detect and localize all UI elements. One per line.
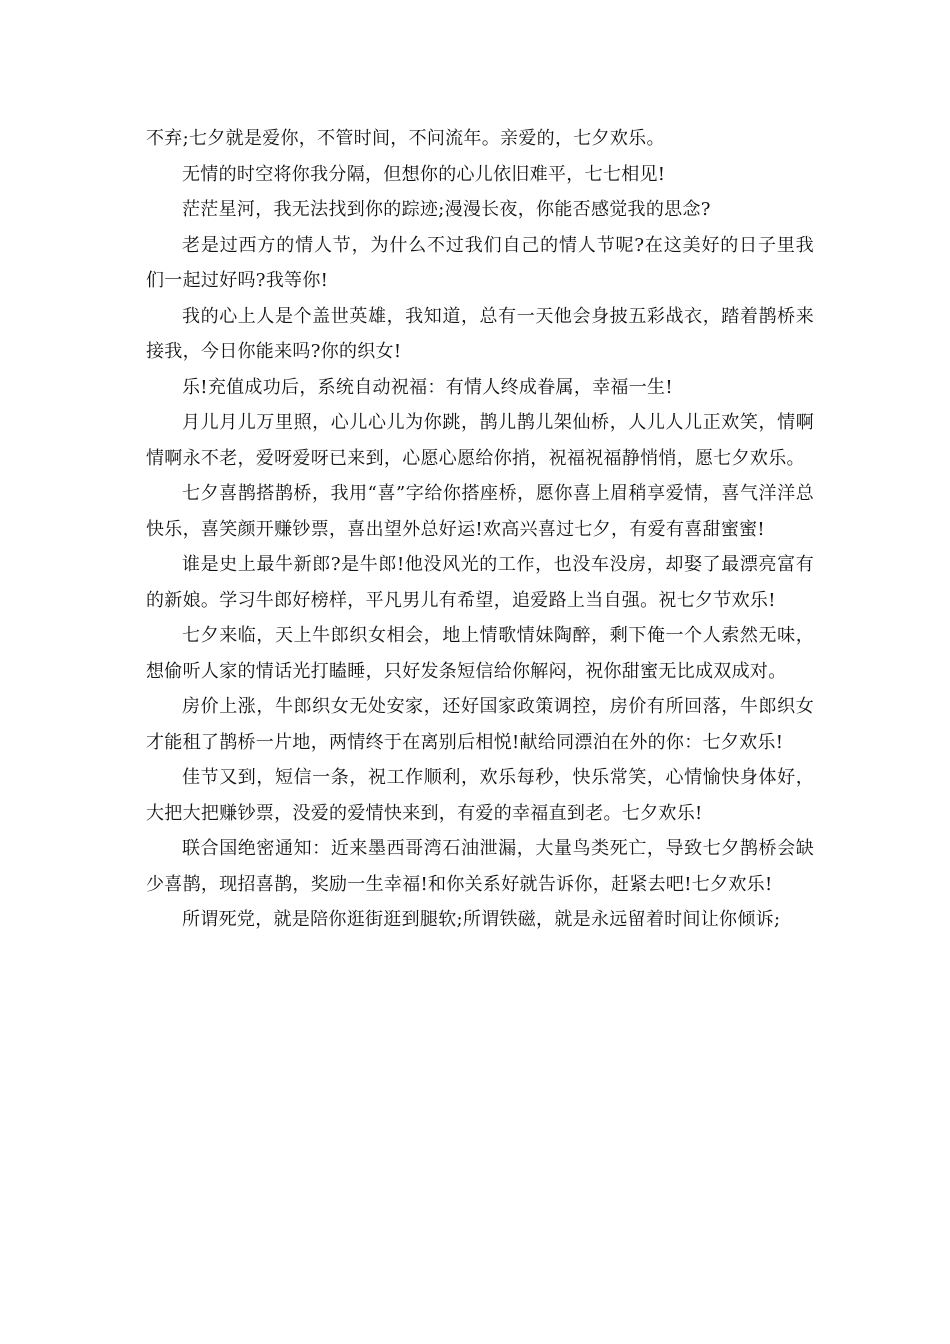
paragraph: 谁是史上最牛新郎?是牛郎!他没风光的工作，也没车没房，却娶了最漂亮富有的新娘。学习牛郎好榜样，平凡男儿有希望，追爱路上当自强。祝七夕节欢乐! [146, 554, 814, 611]
paragraph: 七夕喜鹊搭鹊桥，我用“喜”字给你搭座桥，愿你喜上眉稍享爱情，喜气洋洋总快乐，喜笑颜开赚钞票，喜出望外总好运!欢高兴喜过七夕，有爱有喜甜蜜蜜! [146, 483, 814, 540]
paragraph: 茫茫星河，我无法找到你的踪迹;漫漫长夜，你能否感觉我的思念? [182, 199, 711, 220]
paragraph: 月儿月儿万里照，心儿心儿为你跳，鹊儿鹊儿架仙桥，人儿人儿正欢笑，情啊情啊永不老，爱呀爱呀已来到，心愿心愿给你捎，祝福祝福静悄悄，愿七夕欢乐。 [146, 412, 814, 469]
paragraph: 七夕来临，天上牛郎织女相会，地上情歌情妹陶醉，剩下俺一个人索然无味，想偷听人家的情话光打瞌睡，只好发条短信给你解闷，祝你甜蜜无比成双成对。 [146, 625, 814, 682]
paragraph: 不弃;七夕就是爱你，不管时间，不问流年。亲爱的，七夕欢乐。 [146, 128, 665, 149]
paragraph: 我的心上人是个盖世英雄，我知道，总有一天他会身披五彩战衣，踏着鹊桥来接我，今日你能来吗?你的织女! [146, 305, 814, 362]
document-body [146, 121, 814, 938]
paragraph: 老是过西方的情人节，为什么不过我们自己的情人节呢?在这美好的日子里我们一起过好吗?我等你! [146, 234, 814, 291]
paragraph: 乐!充值成功后，系统自动祝福：有情人终成眷属，幸福一生! [182, 376, 673, 398]
paragraph: 所谓死党，就是陪你逛街逛到腿软;所谓铁磁，就是永远留着时间让你倾诉; [182, 909, 781, 930]
paragraph: 佳节又到，短信一条，祝工作顺利，欢乐每秒，快乐常笑，心情愉快身体好，大把大把赚钞票，没爱的爱情快来到，有爱的幸福直到老。七夕欢乐! [146, 767, 814, 824]
paragraph: 联合国绝密通知：近来墨西哥湾石油泄漏，大量鸟类死亡，导致七夕鹊桥会缺少喜鹊，现招喜鹊，奖励一生幸福!和你关系好就告诉你，赶紧去吧!七夕欢乐! [146, 838, 814, 895]
paragraph: 房价上涨，牛郎织女无处安家，还好国家政策调控，房价有所回落，牛郎织女才能租了鹊桥一片地，两情终于在离别后相悦!献给同漂泊在外的你：七夕欢乐! [146, 696, 814, 753]
paragraph: 无情的时空将你我分隔，但想你的心儿依旧难平，七七相见! [182, 163, 666, 185]
